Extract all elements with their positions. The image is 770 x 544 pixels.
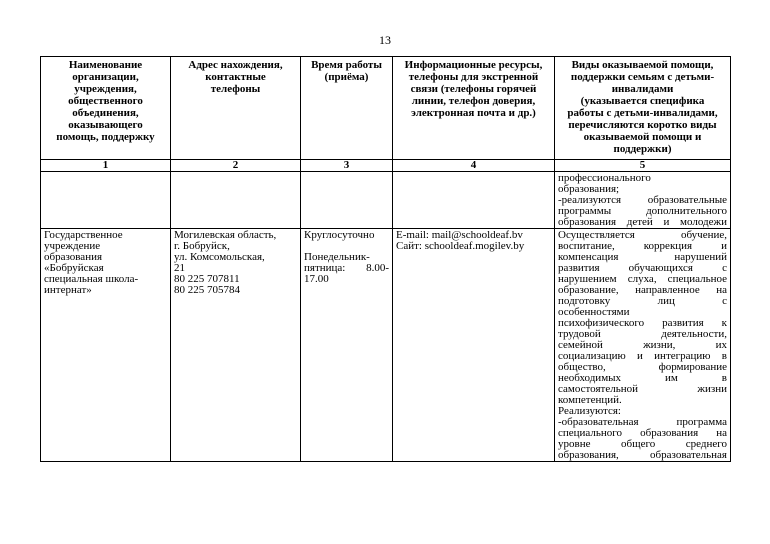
header-organization [41, 57, 171, 160]
text-line: ул. Комсомольская, [174, 251, 265, 263]
text-line: E-mail: mail@schooldeaf.bv [396, 229, 523, 241]
text-line: 80 225 707811 [174, 273, 240, 285]
header-line: перечисляются коротко виды [568, 119, 717, 131]
help-types-continuation [555, 172, 731, 229]
header-line: учреждения, [74, 83, 137, 95]
header-line: оказывающего [68, 119, 143, 131]
header-line: (указывается специфика [580, 95, 705, 107]
column-number: 1 [41, 160, 171, 172]
text-line: специального образования на [558, 427, 727, 439]
text-line: -реализуются образовательные [558, 194, 727, 206]
text-line: социализацию и интеграцию в [558, 350, 727, 362]
empty-cell [41, 172, 171, 229]
header-line: линии, телефон доверия, [411, 95, 536, 107]
empty-cell [171, 172, 301, 229]
text-line: образования [44, 251, 103, 263]
text-line: пятница: 8.00- [304, 262, 389, 274]
text-line: развития обучающихся с [558, 262, 727, 274]
header-line: электронная почта и др.) [411, 107, 536, 119]
hours-text: Круглосуточно [304, 229, 375, 241]
header-line: поддержки семьям с детьми- [570, 71, 715, 83]
header-hours [301, 57, 393, 160]
text-line: Осуществляется обучение, [558, 229, 727, 241]
text-line: 17.00 [304, 273, 329, 285]
text-line: самостоятельной жизни [558, 383, 727, 395]
header-line: Информационные ресурсы, [404, 59, 543, 71]
text-line: специальная школа- [44, 273, 139, 285]
text-line: образования; [558, 183, 620, 195]
organization-hours [301, 229, 393, 462]
page-number: 13 [379, 33, 391, 47]
text-line: уровне общего среднего [558, 438, 727, 450]
header-line: контактные [205, 71, 266, 83]
header-line: Виды оказываемой помощи, [571, 59, 714, 71]
text-line: образования детей и молодежи [558, 216, 727, 228]
header-line: телефоны [210, 83, 261, 95]
text-line: -образовательная программа [558, 416, 727, 428]
header-line: объединения, [72, 107, 139, 119]
text-line: «Бобруйская [44, 262, 104, 274]
header-line: связи (телефоны горячей [410, 83, 537, 95]
text-line: психофизического развития к [558, 317, 727, 329]
text-line: программы дополнительного [558, 205, 727, 217]
header-address [171, 57, 301, 160]
text-line: Государственное [44, 229, 123, 241]
header-line: оказываемой помощи и [583, 131, 702, 143]
text-line: образование, направленное на [558, 284, 727, 296]
text-line: необходимых им в [558, 372, 727, 384]
header-line: поддержки) [613, 143, 672, 155]
table-row [41, 229, 731, 462]
header-info-resources [393, 57, 555, 160]
header-line: помощь, поддержку [56, 131, 155, 143]
table-row [41, 172, 731, 229]
column-number: 4 [393, 160, 555, 172]
header-line: телефоны для экстренной [408, 71, 539, 83]
text-line: общество, формирование [558, 361, 727, 373]
organization-name [41, 229, 171, 462]
text-line: 80 225 705784 [174, 284, 240, 296]
organization-info-resources [393, 229, 555, 462]
text-line: Могилевская область, [174, 229, 277, 241]
table-header-row [41, 57, 731, 160]
column-number: 5 [555, 160, 731, 172]
header-line: Наименование [68, 59, 143, 71]
text-line: компенсация нарушений [558, 251, 727, 263]
column-number: 3 [301, 160, 393, 172]
header-help-types [555, 57, 731, 160]
header-line: организации, [72, 71, 139, 83]
organization-help-types [555, 229, 731, 462]
text-line: Сайт: schooldeaf.mogilev.by [396, 240, 525, 252]
header-line: Время работы [311, 59, 382, 71]
header-line: инвалидами [611, 83, 674, 95]
organizations-table [40, 56, 731, 462]
text-line: 21 [174, 262, 185, 274]
header-line: (приёма) [324, 71, 369, 83]
hours-schedule [304, 252, 389, 285]
text-line: интернат» [44, 284, 92, 296]
header-line: работы с детьми-инвалидами, [567, 107, 718, 119]
text-line: Реализуются: [558, 405, 621, 417]
empty-cell [301, 172, 393, 229]
empty-cell [393, 172, 555, 229]
text-line: трудовой деятельности, [558, 328, 727, 340]
column-number: 2 [171, 160, 301, 172]
text-line: образования, образовательная [558, 449, 727, 461]
text-line: Понедельник- [304, 251, 370, 263]
header-line: Адрес нахождения, [188, 59, 283, 71]
organization-address [171, 229, 301, 462]
text-line: семейной жизни, их [558, 339, 727, 351]
header-line: общественного [68, 95, 143, 107]
text-line: учреждение [44, 240, 101, 252]
text-line: воспитание, коррекция и [558, 240, 727, 252]
text-line: особенностями [558, 306, 630, 318]
text-line: подготовку лиц с [558, 295, 727, 307]
text-line: компетенций. [558, 394, 622, 406]
text-line: г. Бобруйск, [174, 240, 230, 252]
text-line: нарушением слуха, специальное [558, 273, 727, 285]
text-line: профессионального [558, 172, 651, 184]
column-number-row [41, 160, 731, 172]
